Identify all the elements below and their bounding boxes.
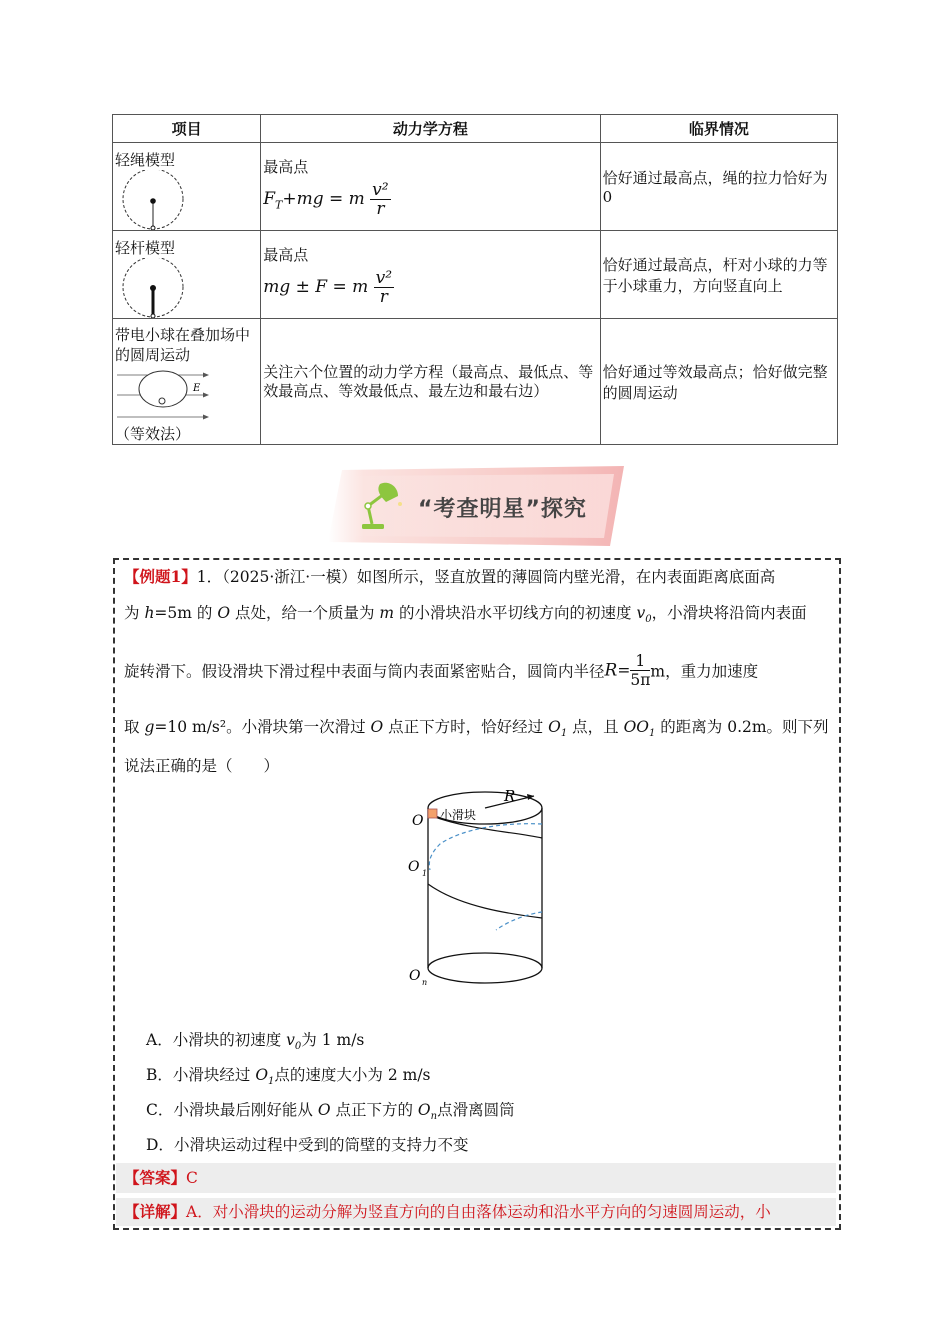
rope-equation: $F_T+mg = m$ $\frac{\text{v²}}{r}$ — [263, 179, 389, 219]
label-o: O — [412, 813, 424, 829]
option-b[interactable]: B．小滑块经过 $O_1$点的速度大小为 2 m/s — [146, 1066, 431, 1088]
item-label: 轻绳模型 — [115, 151, 176, 169]
label-on: O — [409, 968, 421, 984]
equation-label: 最高点 — [263, 157, 309, 176]
answer-bar — [116, 1163, 836, 1193]
option-d[interactable]: D．小滑块运动过程中受到的筒壁的支持力不变 — [146, 1136, 469, 1154]
example-line-5: 说法正确的是（ ） — [124, 757, 280, 775]
detail-text: A．对小滑块的运动分解为竖直方向的自由落体运动和沿水平方向的匀速圆周运动，小 — [186, 1203, 771, 1221]
answer-tag: 【答案】 — [124, 1168, 187, 1187]
equation-cell — [261, 143, 600, 231]
section-banner — [328, 466, 624, 546]
option-a[interactable]: A．小滑块的初速度 $v_0$为 1 m/s — [146, 1031, 365, 1053]
example-line-3: 旋转滑下。假设滑块下滑过程中表面与筒内表面紧密贴合，圆筒内半径R= $\frac{1}{5\pi}$ m，重力加速度 — [124, 652, 759, 689]
desk-lamp-icon — [358, 480, 406, 532]
cylinder-figure — [400, 782, 560, 994]
critical-cell: 恰好通过最高点，绳的拉力恰好为0 — [600, 143, 837, 231]
detail-bar — [116, 1198, 836, 1226]
label-on-sub: n — [422, 978, 428, 987]
item-cell — [113, 231, 261, 319]
header-item: 项目 — [113, 115, 261, 143]
item-label: 带电小球在叠加场中的圆周运动 — [115, 326, 251, 364]
banner-title: “考查明星”探究 — [418, 497, 587, 522]
item-note: （等效法） — [115, 425, 191, 443]
option-c[interactable]: C．小滑块最后刚好能从 O 点正下方的 $O_n$点滑离圆筒 — [146, 1101, 515, 1123]
model-table — [112, 114, 838, 445]
item-label: 轻杆模型 — [115, 239, 176, 257]
rope-model-diagram — [117, 170, 189, 230]
header-critical: 临界情况 — [600, 115, 837, 143]
example-line-4: 取 g=10 m/s²。小滑块第一次滑过 O 点正下方时，恰好经过 $O_1$ 点，且 $OO_1$ 的距离为 0.2m。则下列 — [124, 718, 829, 740]
label-block: 小滑块 — [440, 808, 477, 822]
item-cell — [113, 143, 261, 231]
equation-cell — [261, 231, 600, 319]
item-cell — [113, 319, 261, 445]
field-model-diagram — [115, 365, 225, 423]
table-row — [113, 319, 838, 445]
critical-cell: 恰好通过最高点，杆对小球的力等于小球重力，方向竖直向上 — [600, 231, 837, 319]
example-line-2: 为 h=5m 的 O 点处，给一个质量为 m 的小滑块沿水平切线方向的初速度 $v_0$，小滑块将沿筒内表面 — [124, 604, 807, 626]
table-row — [113, 143, 838, 231]
example-line-1: 【例题1】1．（2025·浙江·一模）如图所示，竖直放置的薄圆筒内壁光滑，在内表面距离底面高 — [124, 567, 776, 586]
label-o1-sub: 1 — [422, 869, 428, 878]
detail-tag: 【详解】 — [124, 1202, 187, 1221]
field-label-e: E — [193, 383, 201, 394]
rod-model-diagram — [117, 258, 189, 318]
equation-cell: 关注六个位置的动力学方程（最高点、最低点、等效最高点、等效最低点、最左边和最右边） — [261, 319, 600, 445]
answer-value: C — [186, 1169, 198, 1187]
header-equation: 动力学方程 — [261, 115, 600, 143]
table-row — [113, 231, 838, 319]
label-o1: O — [408, 859, 420, 875]
critical-cell: 恰好通过等效最高点；恰好做完整的圆周运动 — [600, 319, 837, 445]
equation-label: 最高点 — [263, 245, 309, 264]
rod-equation: mg ± F = m $\frac{\text{v²}}{r}$ — [263, 267, 393, 307]
label-r: R — [504, 787, 516, 805]
example-tag: 【例题1】 — [124, 567, 197, 586]
